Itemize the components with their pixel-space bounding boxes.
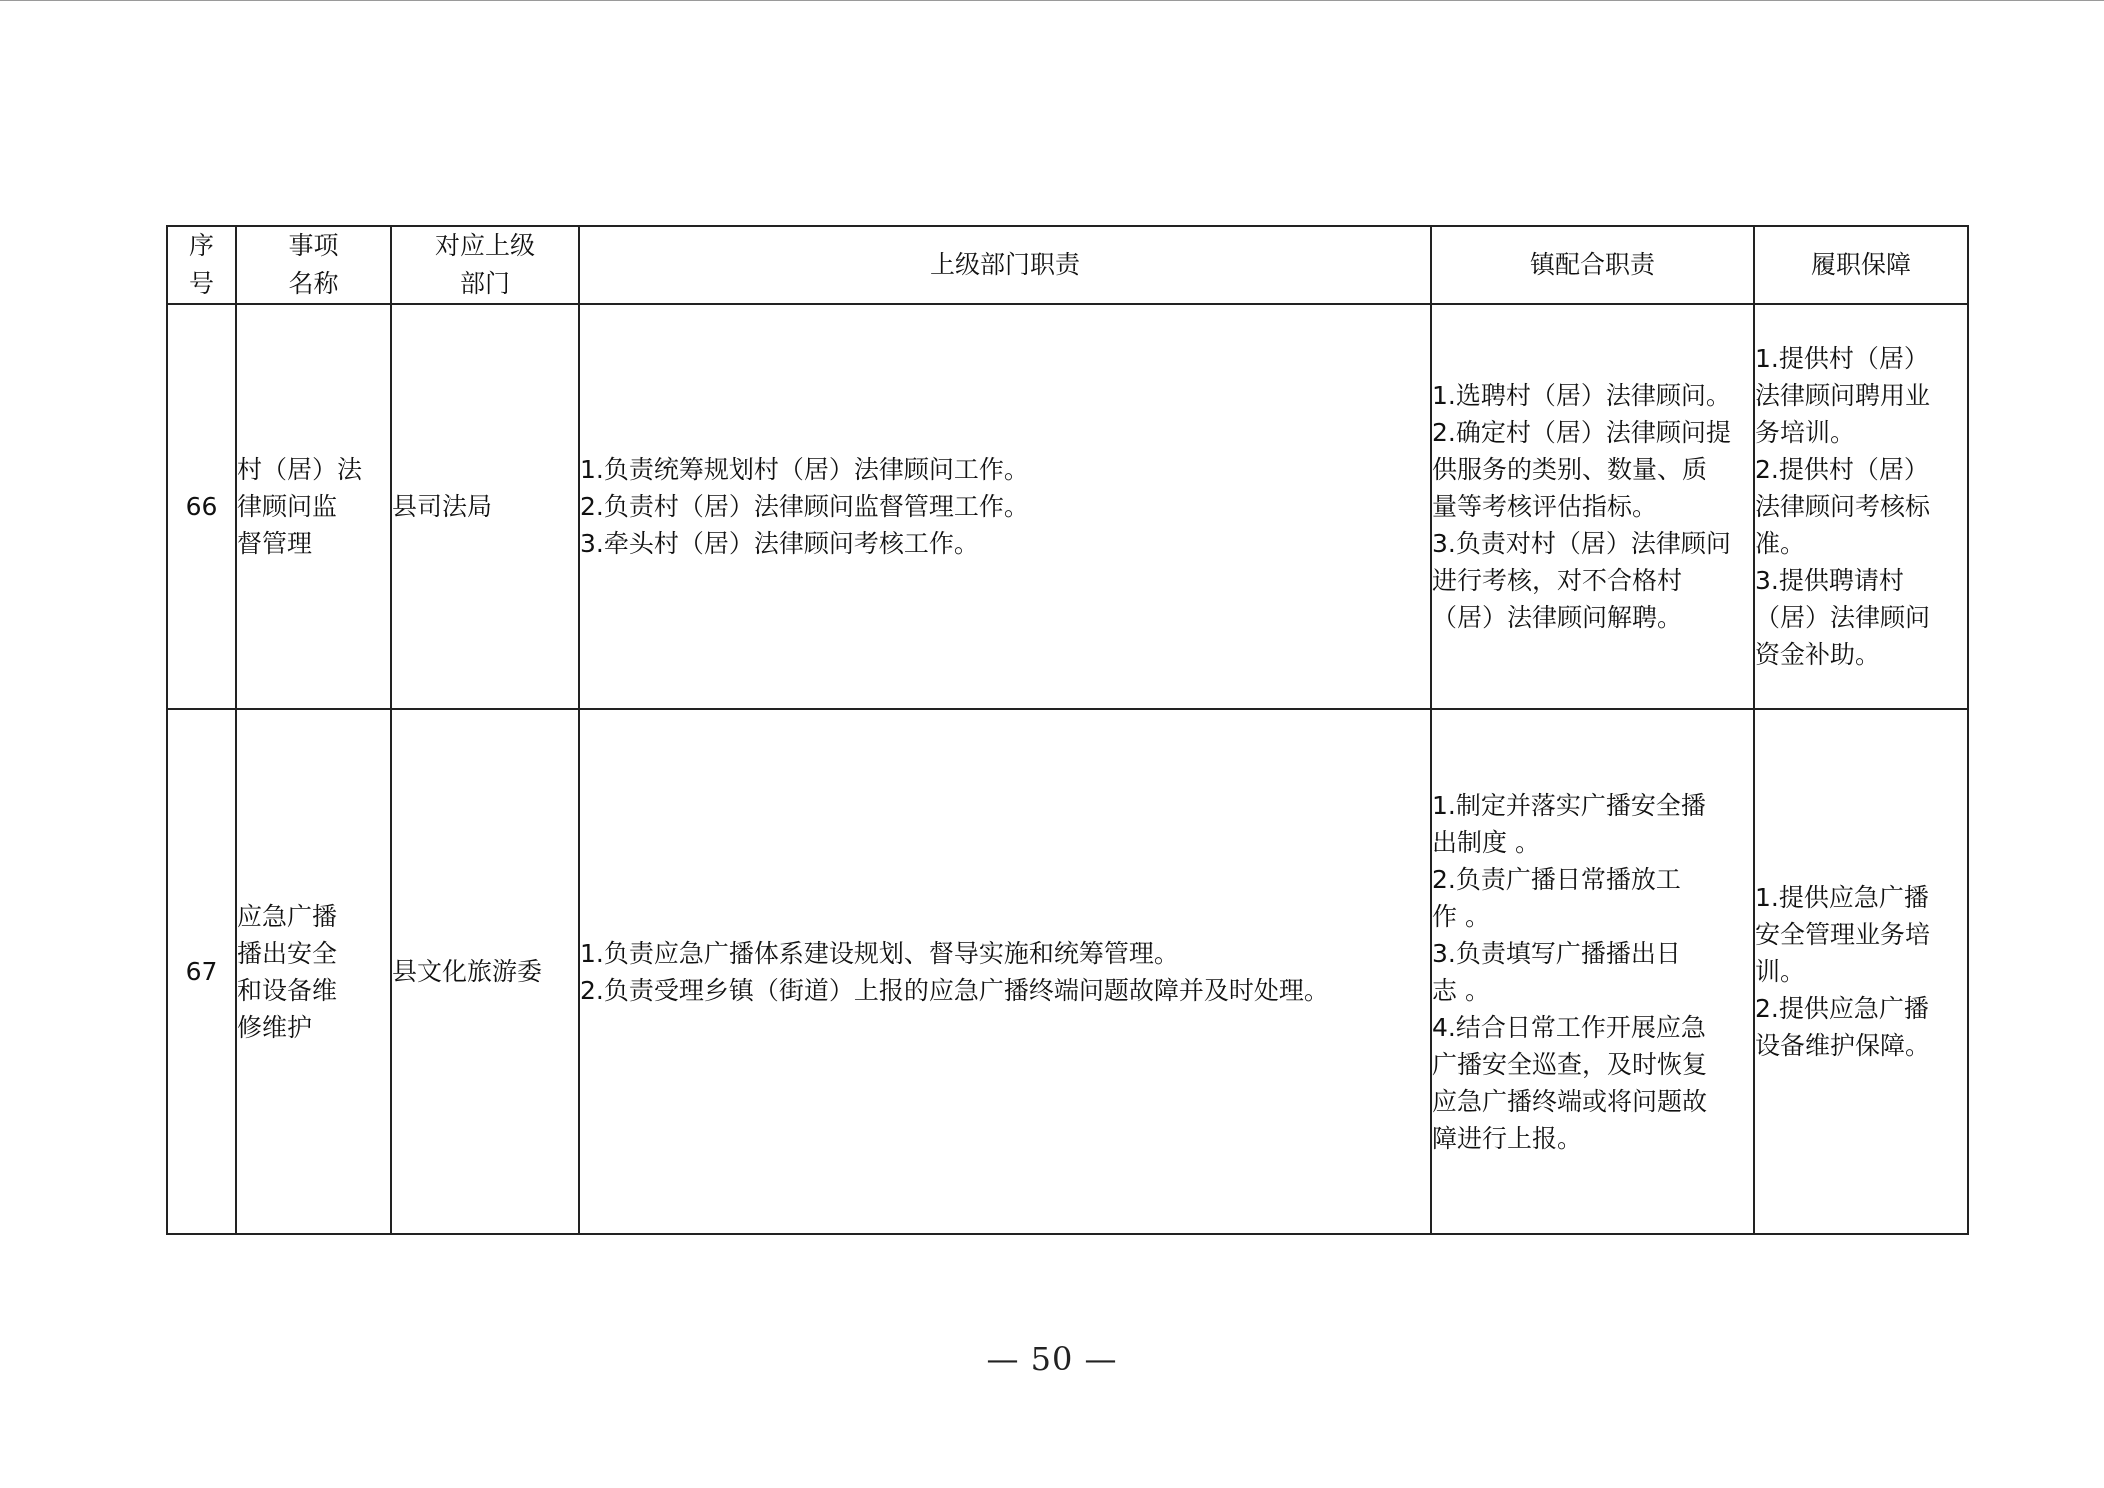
town-duty-line: 作 。 [1432, 901, 1490, 931]
upper-duty-line: 2.负责受理乡镇（街道）上报的应急广播终端问题故障并及时处理。 [580, 975, 1329, 1005]
town-duty-line: 2.负责广播日常播放工 [1432, 864, 1681, 894]
town-duty-line: 3.负责对村（居）法律顾问 [1432, 529, 1731, 558]
duty-table [166, 225, 1969, 1235]
item-name-line: 律顾问监 [237, 492, 338, 521]
item-name-line: 播出安全 [237, 938, 338, 968]
row-seq: 67 [167, 709, 236, 1234]
header-guarantee: 履职保障 [1754, 226, 1968, 304]
page-number: — 50 — [986, 1340, 1118, 1378]
guarantee-line: 资金补助。 [1755, 640, 1881, 669]
item-name-line: 督管理 [237, 529, 313, 558]
town-duty-line: 应急广播终端或将问题故 [1432, 1086, 1708, 1116]
guarantee-line: 3.提供聘请村 [1755, 566, 1904, 595]
upper-duty-line: 1.负责统筹规划村（居）法律顾问工作。 [580, 455, 1029, 484]
item-name-line: 村（居）法 [237, 455, 363, 484]
row-upper-dept: 县文化旅游委 [391, 709, 579, 1234]
item-name-line: 和设备维 [237, 975, 338, 1005]
item-name-line: 修维护 [237, 1012, 313, 1042]
town-duty-line: （居）法律顾问解聘。 [1432, 603, 1683, 632]
item-name-line: 应急广播 [237, 901, 338, 931]
header-town-duties: 镇配合职责 [1431, 226, 1754, 304]
row-upper-dept: 县司法局 [391, 304, 579, 709]
table-header-row [167, 226, 1968, 304]
town-duty-line: 出制度 。 [1432, 827, 1540, 857]
table-row [167, 304, 1968, 709]
guarantee-line: 法律顾问聘用业 [1755, 381, 1931, 410]
town-duty-line: 障进行上报。 [1432, 1123, 1583, 1153]
upper-duty-line: 3.牵头村（居）法律顾问考核工作。 [580, 529, 979, 558]
row-town-duties [1431, 304, 1754, 709]
guarantee-line: 法律顾问考核标 [1755, 492, 1931, 521]
guarantee-line: 2.提供村（居） [1755, 455, 1929, 484]
guarantee-line: 2.提供应急广播 [1755, 994, 1929, 1023]
guarantee-line: 务培训。 [1755, 418, 1856, 447]
upper-duty-line: 1.负责应急广播体系建设规划、督导实施和统筹管理。 [580, 938, 1179, 968]
row-upper-duties [579, 709, 1431, 1234]
guarantee-line: 设备维护保障。 [1755, 1031, 1931, 1060]
page-top-rule [0, 0, 2104, 1]
header-upper-duties: 上级部门职责 [579, 226, 1431, 304]
header-item-line: 名称 [288, 269, 339, 298]
header-item-name [236, 226, 391, 304]
town-duty-line: 供服务的类别、数量、质 [1432, 455, 1708, 484]
town-duty-line: 量等考核评估指标。 [1432, 492, 1658, 521]
town-duty-line: 志 。 [1432, 975, 1490, 1005]
guarantee-line: 安全管理业务培 [1755, 920, 1931, 949]
town-duty-line: 广播安全巡查，及时恢复 [1432, 1049, 1708, 1079]
upper-duty-line: 2.负责村（居）法律顾问监督管理工作。 [580, 492, 1029, 521]
table-row [167, 709, 1968, 1234]
header-item-line: 事项 [288, 231, 339, 260]
row-town-duties [1431, 709, 1754, 1234]
town-duty-line: 4.结合日常工作开展应急 [1432, 1012, 1706, 1042]
row-guarantee [1754, 709, 1968, 1234]
row-upper-duties [579, 304, 1431, 709]
header-dept-line: 部门 [459, 269, 510, 298]
header-upper-dept [391, 226, 579, 304]
row-seq: 66 [167, 304, 236, 709]
guarantee-line: 1.提供村（居） [1755, 344, 1929, 373]
row-item-name [236, 304, 391, 709]
header-seq [167, 226, 236, 304]
guarantee-line: （居）法律顾问 [1755, 603, 1931, 632]
town-duty-line: 2.确定村（居）法律顾问提 [1432, 418, 1731, 447]
town-duty-line: 3.负责填写广播播出日 [1432, 938, 1681, 968]
town-duty-line: 1.制定并落实广播安全播 [1432, 790, 1706, 820]
town-duty-line: 1.选聘村（居）法律顾问。 [1432, 381, 1731, 410]
town-duty-line: 进行考核，对不合格村 [1432, 566, 1683, 595]
guarantee-line: 1.提供应急广播 [1755, 883, 1929, 912]
guarantee-line: 训。 [1755, 957, 1806, 986]
row-item-name [236, 709, 391, 1234]
header-seq-line: 序 [188, 231, 214, 260]
guarantee-line: 准。 [1755, 529, 1806, 558]
row-guarantee [1754, 304, 1968, 709]
header-seq-line: 号 [188, 269, 214, 298]
header-dept-line: 对应上级 [434, 231, 535, 260]
